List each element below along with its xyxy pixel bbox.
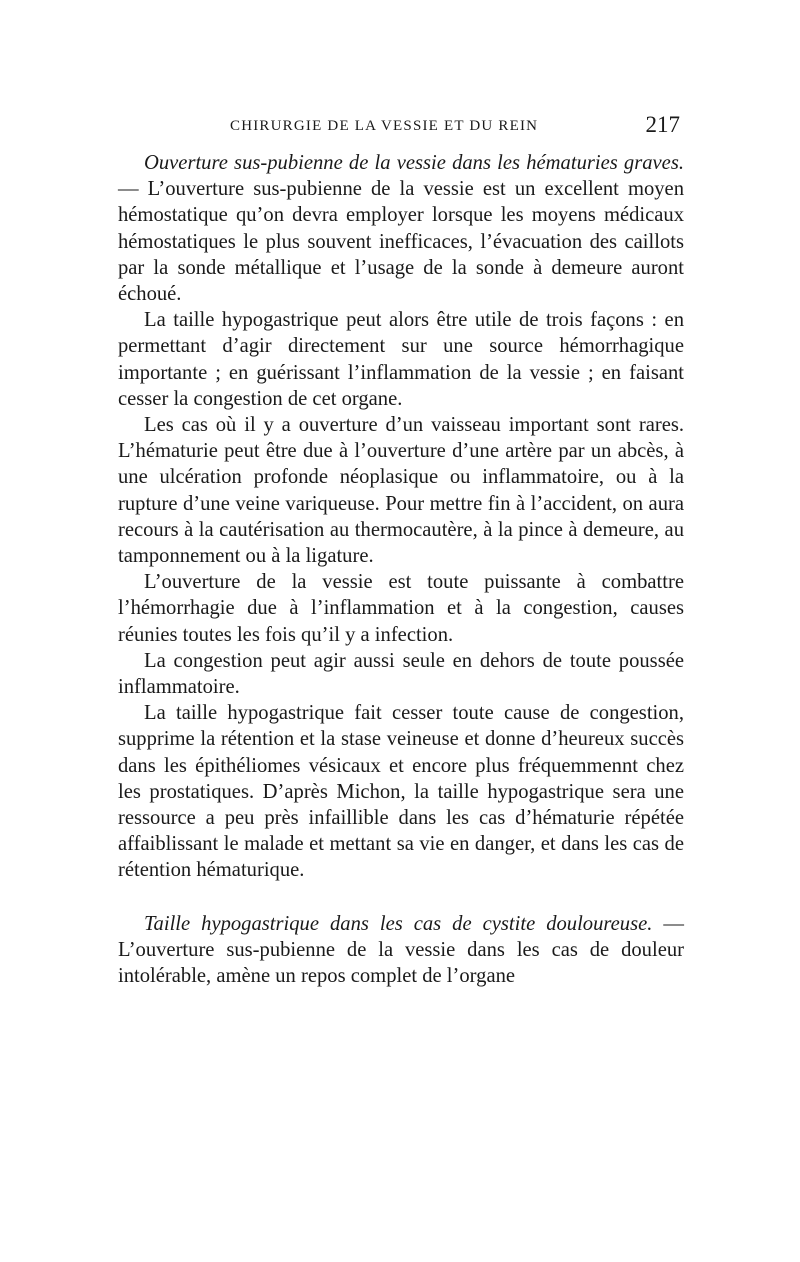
paragraph-taille-hypogastrique bbox=[118, 700, 684, 883]
paragraph-text: La taille hypogastrique fait cesser toute cause de congestion, supprime la rétention et la stase veineuse et donne d’heureux succès dans les épithéliomes vésicaux et encore plus fréquemmennt chez les prostatiques. D’après Michon, la taille hypogastrique sera une ressource a peu près infaillible dans les cas d’hématurie répétée affaiblissant le malade et mettant sa vie en danger, et dans les cas de rétention hématurique. bbox=[118, 702, 684, 882]
paragraph-hematuries bbox=[118, 150, 684, 307]
paragraph-text: — L’ouverture sus-pubienne de la vessie dans les cas de douleur intolérable, amène un repos complet de l’organe bbox=[118, 912, 684, 988]
paragraph-congestion bbox=[118, 648, 684, 700]
paragraph-text: L’ouverture de la vessie est toute puissante à combattre l’hémorrhagie due à l’inflammation et à la congestion, causes réunies toutes les fois qu’il y a infection. bbox=[118, 571, 684, 646]
paragraph-text: — L’ouverture sus-pubienne de la vessie est un excellent moyen hémostatique qu’on devra employer lorsque les moyens médicaux hémostatiques le plus souvent inefficaces, l’évacuation des caillots par la sonde métallique et l’usage de la sonde à demeure auront échoué. bbox=[118, 178, 684, 306]
running-title: CHIRURGIE DE LA VESSIE ET DU REIN bbox=[230, 118, 539, 134]
section-gap bbox=[118, 884, 684, 911]
paragraph-ouverture-vessie bbox=[118, 569, 684, 648]
running-head bbox=[118, 112, 684, 144]
paragraph-text: La congestion peut agir aussi seule en dehors de toute poussée inflammatoire. bbox=[118, 649, 684, 699]
section-heading-hematuries: Ouverture sus-pubienne de la vessie dans les hématuries graves. bbox=[144, 152, 684, 174]
section-heading-cystite: Taille hypogastrique dans les cas de cystite douloureuse. bbox=[144, 912, 653, 935]
body-text bbox=[118, 150, 684, 989]
page-number: 217 bbox=[645, 112, 680, 137]
paragraph-cystite bbox=[118, 911, 684, 990]
paragraph-text: La taille hypogastrique peut alors être utile de trois façons : en permettant d’agir directement sur une source hémorrhagique importante ; en guérissant l’inflammation de la vessie ; en faisant cesser la congestion de cet organe. bbox=[118, 309, 684, 410]
paragraph-trois-facons bbox=[118, 307, 684, 412]
paragraph-vaisseau bbox=[118, 412, 684, 569]
paragraph-text: Les cas où il y a ouverture d’un vaisseau important sont rares. L’hématurie peut être due à l’ouverture d’une artère par un abcès, à une ulcération profonde néoplasique ou inflammatoire, ou à la rupture d’une veine variqueuse. Pour mettre fin à l’accident, on aura recours à la cautérisation au thermocautère, à la pince à demeure, au tamponnement ou à la ligature. bbox=[118, 414, 684, 568]
